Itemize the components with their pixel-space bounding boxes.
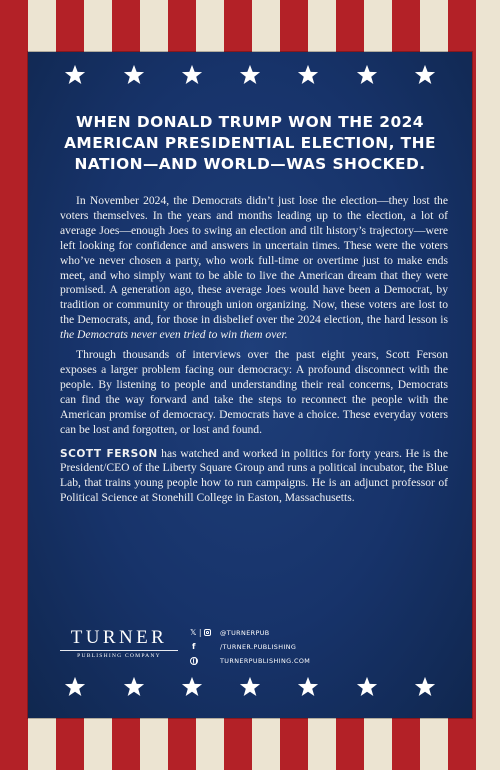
bottom-star-row (28, 676, 472, 698)
star-icon (64, 64, 86, 86)
paragraph-1-text: In November 2024, the Democrats didn’t just lose the election—they lost the voters themselves. In the years and months leading up to the election, a lot of average Joes—enough Joes to swing an election and tilt history’s trajectory—were left looking for confidence and answers in uncertain times. These were the voters who’ve never chosen a party, who work full-time or overtime just to make ends meet, and who simply want to be able to live the American dream that they were promised. A generation ago, these average Joes would have been a Democrat, by tradition or community or through union organizing. Now, these voters are lost to the Democrats, and, for those in disbelief over the 2024 election, the hard lesson is (60, 194, 448, 327)
facebook-link[interactable]: /TURNER.PUBLISHING (220, 642, 297, 651)
back-cover-panel (28, 52, 472, 718)
instagram-icon (204, 629, 211, 636)
description (60, 194, 448, 511)
separator: | (198, 628, 202, 637)
social-row-facebook (190, 640, 310, 653)
author-name: SCOTT FERSON (60, 447, 158, 460)
x-icon: 𝕏 (190, 628, 197, 637)
social-links (190, 626, 310, 668)
star-icon (356, 676, 378, 698)
star-icon (414, 64, 436, 86)
author-bio (60, 447, 448, 507)
star-icon (297, 64, 319, 86)
star-icon (239, 64, 261, 86)
star-icon (123, 676, 145, 698)
facebook-icon: f (192, 642, 196, 651)
star-icon (239, 676, 261, 698)
star-icon (297, 676, 319, 698)
publisher-subtitle: PUBLISHING COMPANY (77, 653, 161, 659)
paragraph-1 (60, 194, 448, 343)
star-icon (356, 64, 378, 86)
social-row-handle (190, 626, 310, 639)
star-icon (123, 64, 145, 86)
website-link[interactable]: TURNERPUBLISHING.COM (220, 656, 311, 665)
star-icon (181, 676, 203, 698)
publisher-logo (60, 628, 178, 660)
social-row-website (190, 654, 310, 667)
globe-icon (190, 657, 198, 665)
paragraph-1-emphasis: the Democrats never even tried to win them over. (60, 328, 288, 342)
star-icon (181, 64, 203, 86)
publisher-name: TURNER (70, 627, 168, 648)
headline: WHEN DONALD TRUMP WON THE 2024 AMERICAN PRESIDENTIAL ELECTION, THE NATION—AND WORLD—WAS SHOCKED. (64, 113, 436, 173)
author-bio-text: has watched and worked in politics for forty years. He is the President/CEO of the Liberty Square Group and runs a political incubator, the Blue Lab, that trains young people how to run campaigns. He is an adjunct professor of Political Science at Stonehill College in Easton, Massachusetts. (60, 446, 448, 505)
paragraph-2: Through thousands of interviews over the past eight years, Scott Ferson exposes a larger problem facing our democracy: A profound disconnect with the people. By listening to people and understanding their real concerns, Democrats can find the way forward and take the steps to reconnect the people with the American promise of democracy. Democrats have a choice. These everyday voters can be lost and forgotten, or lost and found. (60, 348, 448, 436)
star-icon (64, 676, 86, 698)
publisher-rule (60, 650, 178, 651)
top-star-row (28, 64, 472, 86)
social-handle[interactable]: @TURNERPUB (220, 628, 270, 637)
star-icon (414, 676, 436, 698)
